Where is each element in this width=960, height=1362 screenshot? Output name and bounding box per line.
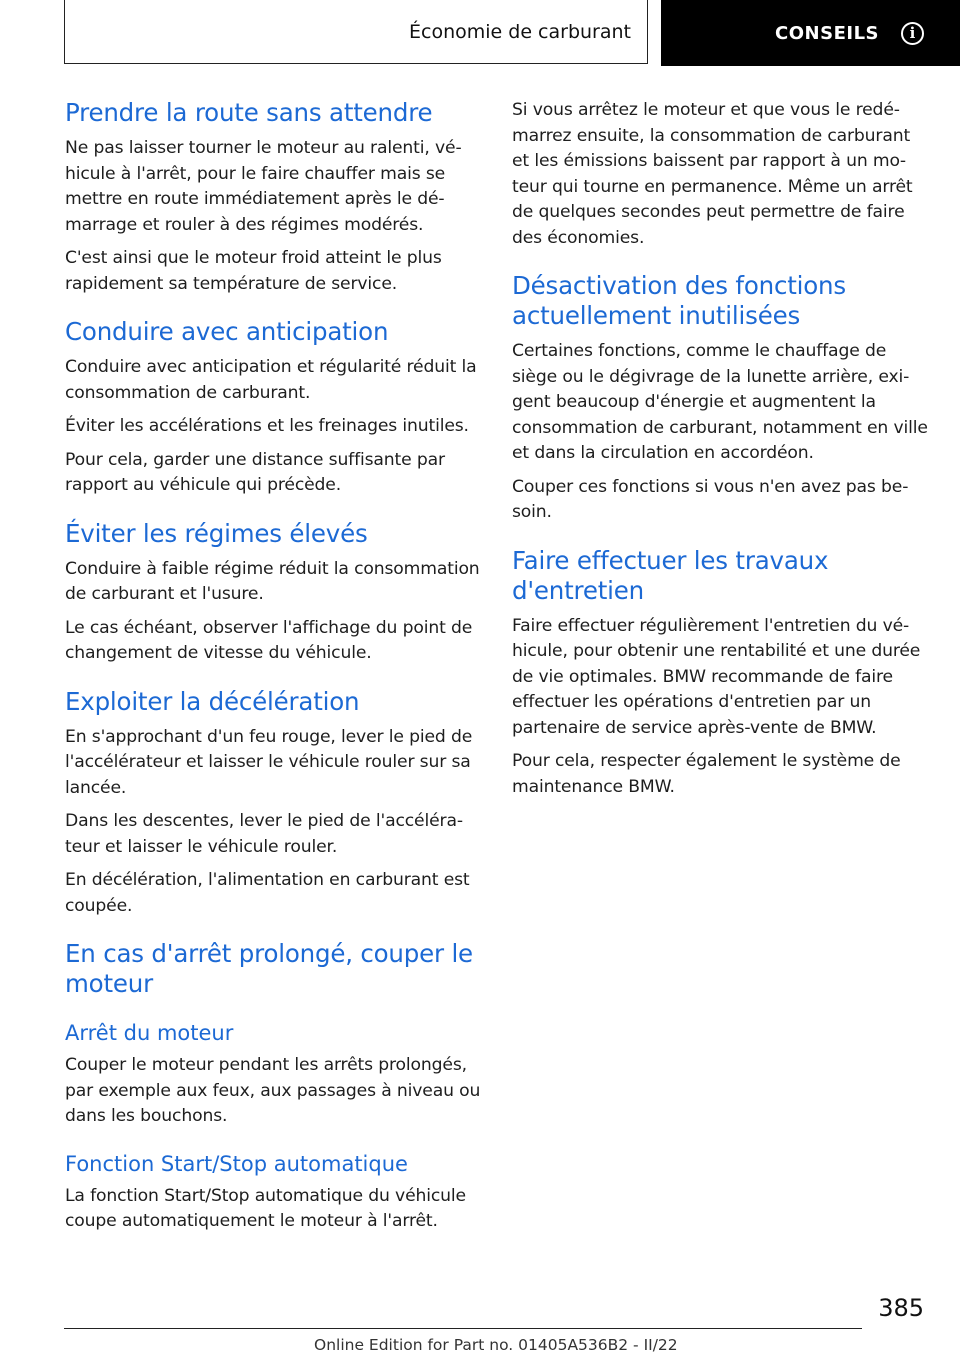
page-number: 385	[878, 1294, 924, 1322]
left-column	[65, 98, 483, 1243]
header-chapter-title: CONSEILS	[775, 22, 879, 44]
header-section-tab	[64, 0, 648, 64]
paragraph: Ne pas laisser tourner le moteur au ralenti, véhicule à l'arrêt, pour le faire chauffer mais se mettre en route immédiatement après le démarrage et rouler à des régimes modérés.	[65, 138, 462, 235]
paragraph: Faire effectuer régulièrement l'entretien du véhicule, pour obtenir une rentabilité et une durée de vie optimales. BMW recommande de faire effectuer les opérations d'entretien par un partenaire de service après-vente de BMW.	[512, 615, 921, 738]
subsection-title: Fonction Start/Stop automatique	[65, 1151, 408, 1176]
section-title: Désactivation des fonctions actuellement inutilisées	[512, 271, 846, 330]
paragraph: Certaines fonctions, comme le chauffage de siège ou le dégivrage de la lunette arrière, exigent beaucoup d'énergie et augmentent la consommation de carburant, notamment en ville et dans la circulation en accordéon.	[512, 341, 928, 463]
right-column	[512, 98, 932, 808]
section-title: Conduire avec anticipation	[65, 317, 389, 346]
header-chapter-bar	[661, 0, 960, 66]
header-section-title: Économie de carburant	[409, 20, 631, 43]
paragraph: Conduire avec anticipation et régularité réduit la consommation de carburant.	[65, 357, 477, 403]
edition-note: Online Edition for Part no. 01405A536B2 - II/22	[314, 1336, 678, 1354]
paragraph: En s'approchant d'un feu rouge, lever le pied de l'accélérateur et laisser le véhicule rouler sur sa lancée.	[65, 726, 473, 798]
paragraph: C'est ainsi que le moteur froid atteint le plus rapidement sa température de service.	[65, 248, 442, 294]
paragraph: La fonction Start/Stop automatique du véhicule coupe automatiquement le moteur à l'arrêt.	[65, 1185, 466, 1231]
paragraph: Couper le moteur pendant les arrêts prolongés, par exemple aux feux, aux passages à niveau ou dans les bouchons.	[65, 1055, 481, 1126]
paragraph: En décélération, l'alimentation en carburant est coupée.	[65, 870, 470, 916]
section-title: En cas d'arrêt prolongé, couper le moteur	[65, 939, 473, 998]
paragraph: Couper ces fonctions si vous n'en avez pas besoin.	[512, 476, 909, 522]
section-title: Prendre la route sans attendre	[65, 98, 433, 127]
section-title: Faire effectuer les travaux d'entretien	[512, 545, 829, 605]
subsection-title: Arrêt du moteur	[65, 1021, 234, 1045]
section-title: Éviter les régimes élevés	[65, 518, 368, 548]
paragraph: Conduire à faible régime réduit la consommation de carburant et l'usure.	[65, 558, 480, 604]
section-title: Exploiter la décélération	[65, 686, 360, 716]
info-icon: i	[901, 22, 924, 45]
paragraph: Éviter les accélérations et les freinages inutiles.	[65, 416, 469, 436]
paragraph: Le cas échéant, observer l'affichage du point de changement de vitesse du véhicule.	[65, 617, 473, 663]
paragraph: Pour cela, garder une distance suffisante par rapport au véhicule qui précède.	[65, 449, 445, 495]
paragraph: Dans les descentes, lever le pied de l'accélérateur et laisser le véhicule rouler.	[65, 811, 464, 857]
paragraph: Si vous arrêtez le moteur et que vous le redémarrez ensuite, la consommation de carburant et les émissions baissent par rapport à un moteur qui tourne en permanence. Même un arrêt de quelques secondes peut permettre de faire des économies.	[512, 100, 913, 248]
paragraph: Pour cela, respecter également le système de maintenance BMW.	[512, 751, 901, 797]
footer-divider	[64, 1328, 862, 1329]
